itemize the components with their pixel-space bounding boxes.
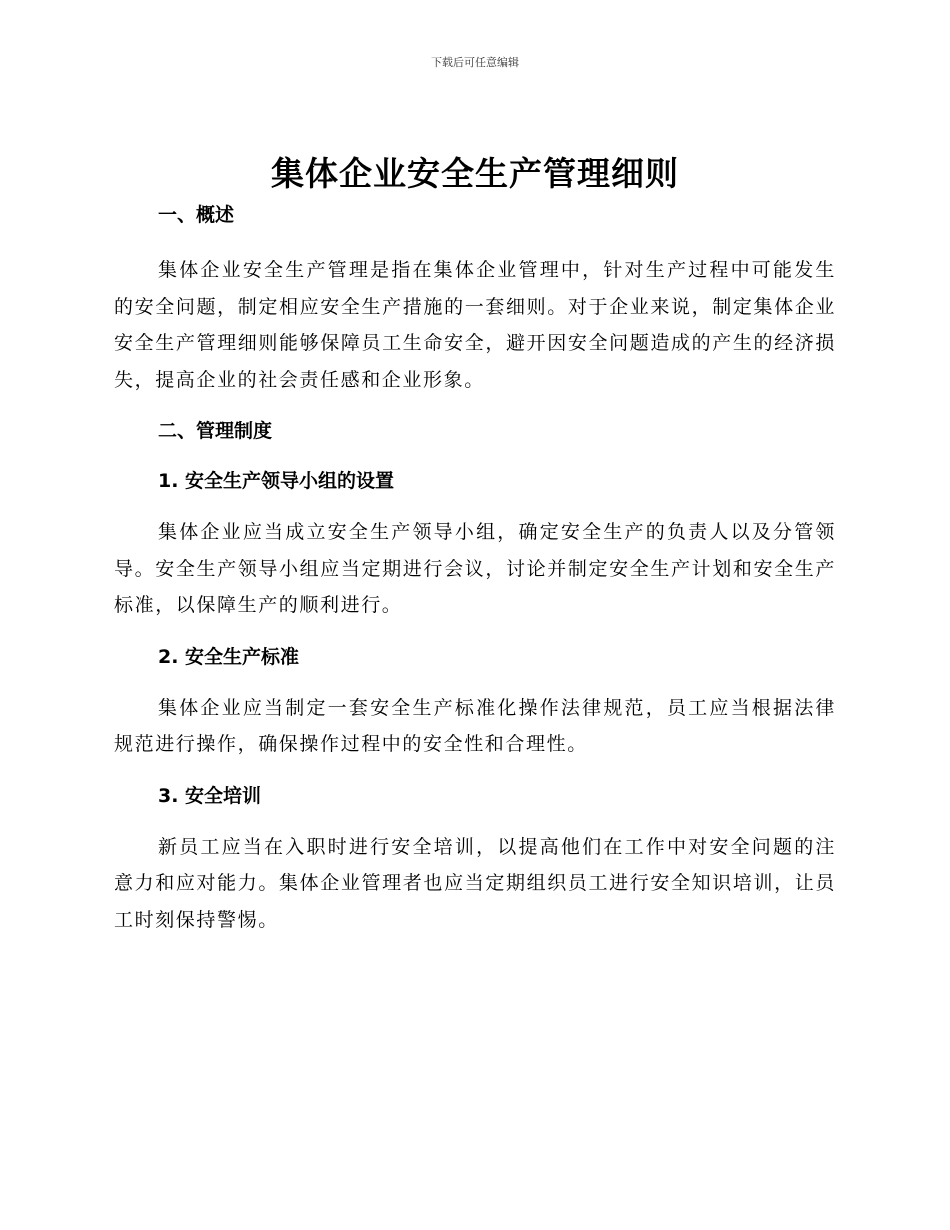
subsection-heading-leadership: 1. 安全生产领导小组的设置 — [158, 470, 395, 492]
document-title: 集体企业安全生产管理细则 — [271, 154, 679, 193]
paragraph-leadership: 集体企业应当成立安全生产领导小组，确定安全生产的负责人以及分管领导。安全生产领导小组应当定期进行会议，讨论并制定安全生产计划和安全生产标准，以保障生产的顺利进行。 — [114, 521, 836, 616]
header-note: 下载后可任意编辑 — [431, 56, 519, 69]
paragraph-overview: 集体企业安全生产管理是指在集体企业管理中，针对生产过程中可能发生的安全问题，制定相应安全生产措施的一套细则。对于企业来说，制定集体企业安全生产管理细则能够保障员工生命安全，避开因安全问题造成的产生的经济损失，提高企业的社会责任感和企业形象。 — [114, 259, 836, 391]
paragraph-standards: 集体企业应当制定一套安全生产标准化操作法律规范，员工应当根据法律规范进行操作，确保操作过程中的安全性和合理性。 — [114, 696, 836, 755]
subsection-heading-standards: 2. 安全生产标准 — [158, 645, 300, 668]
paragraph-training: 新员工应当在入职时进行安全培训，以提高他们在工作中对安全问题的注意力和应对能力。集体企业管理者也应当定期组织员工进行安全知识培训，让员工时刻保持警惕。 — [114, 835, 836, 931]
section-heading-overview: 一、概述 — [158, 204, 235, 226]
subsection-heading-training: 3. 安全培训 — [158, 784, 262, 807]
section-heading-management: 二、管理制度 — [158, 420, 273, 442]
document-body — [114, 198, 836, 938]
